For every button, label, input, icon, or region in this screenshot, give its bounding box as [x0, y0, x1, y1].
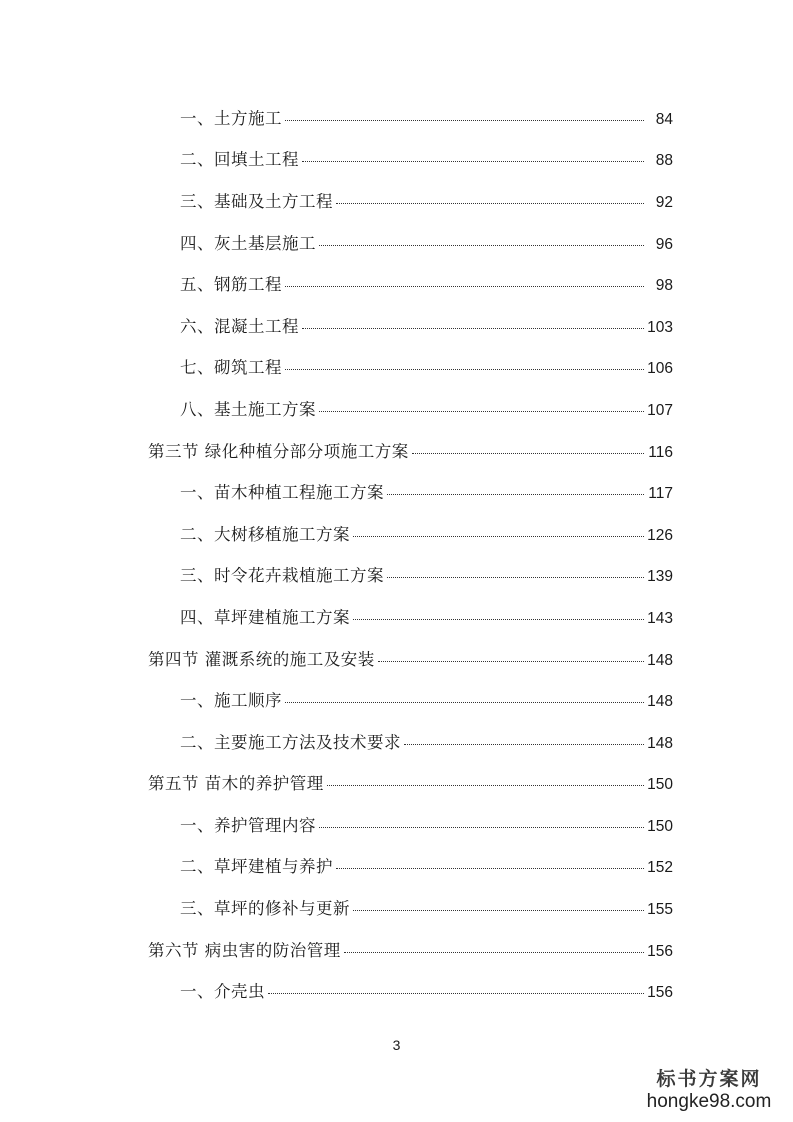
toc-entry-label: 五、钢筋工程 — [180, 275, 282, 295]
toc-entry[interactable] — [0, 387, 793, 429]
toc-entry-page: 92 — [655, 193, 673, 211]
toc-entry[interactable] — [0, 512, 793, 554]
toc-entry[interactable] — [0, 845, 793, 887]
toc-entry-page: 150 — [647, 776, 673, 794]
toc-entry[interactable] — [0, 138, 793, 180]
toc-entry-label: 一、施工顺序 — [180, 691, 282, 711]
toc-dot-leader — [387, 494, 644, 495]
toc-entry-page: 126 — [647, 526, 673, 544]
toc-section-entry[interactable] — [0, 637, 793, 679]
toc-entry[interactable] — [0, 554, 793, 596]
toc-entry[interactable] — [0, 803, 793, 845]
toc-dot-leader — [302, 161, 644, 162]
toc-entry-label: 二、主要施工方法及技术要求 — [180, 732, 401, 752]
toc-entry-label: 第四节 灌溉系统的施工及安装 — [148, 649, 375, 669]
toc-dot-leader — [285, 286, 644, 287]
toc-dot-leader — [353, 619, 644, 620]
toc-dot-leader — [302, 328, 644, 329]
toc-entry-page: 84 — [655, 110, 673, 128]
toc-entry[interactable] — [0, 678, 793, 720]
toc-entry-label: 一、养护管理内容 — [180, 815, 316, 835]
watermark-url: hongke98.com — [646, 1091, 772, 1112]
toc-dot-leader — [319, 411, 644, 412]
page-number: 3 — [392, 1037, 401, 1053]
toc-entry-page: 156 — [647, 942, 673, 960]
toc-dot-leader — [285, 369, 644, 370]
toc-dot-leader — [327, 785, 644, 786]
watermark — [639, 1068, 779, 1114]
toc-entry[interactable] — [0, 969, 793, 1011]
toc-entry-page: 150 — [647, 817, 673, 835]
toc-entry-page: 98 — [655, 277, 673, 295]
toc-section-entry[interactable] — [0, 429, 793, 471]
toc-dot-leader — [285, 120, 644, 121]
toc-entry-page: 116 — [648, 443, 673, 461]
toc-entry[interactable] — [0, 595, 793, 637]
toc-entry[interactable] — [0, 304, 793, 346]
toc-entry[interactable] — [0, 96, 793, 138]
toc-dot-leader — [268, 993, 644, 994]
toc-dot-leader — [336, 203, 644, 204]
toc-dot-leader — [285, 702, 644, 703]
toc-section-entry[interactable] — [0, 928, 793, 970]
toc-entry-page: 139 — [647, 568, 673, 586]
toc-dot-leader — [353, 536, 644, 537]
toc-entry-label: 四、草坪建植施工方案 — [180, 607, 350, 627]
toc-entry-label: 一、土方施工 — [180, 108, 282, 128]
toc-dot-leader — [404, 744, 644, 745]
toc-dot-leader — [387, 577, 644, 578]
toc-entry[interactable] — [0, 346, 793, 388]
toc-entry-label: 八、基土施工方案 — [180, 399, 316, 419]
toc-entry-label: 七、砌筑工程 — [180, 358, 282, 378]
toc-entry[interactable] — [0, 470, 793, 512]
toc-dot-leader — [412, 453, 644, 454]
toc-entry-label: 四、灰土基层施工 — [180, 233, 316, 253]
toc-entry-page: 103 — [647, 318, 673, 336]
toc-entry-label: 第三节 绿化种植分部分项施工方案 — [148, 441, 409, 461]
toc-entry[interactable] — [0, 262, 793, 304]
toc-entry-page: 107 — [647, 401, 673, 419]
toc-dot-leader — [319, 245, 644, 246]
toc-entry-label: 三、草坪的修补与更新 — [180, 899, 350, 919]
toc-entry-page: 148 — [647, 693, 673, 711]
toc-dot-leader — [353, 910, 644, 911]
toc-entry[interactable] — [0, 221, 793, 263]
toc-entry-label: 一、苗木种植工程施工方案 — [180, 483, 384, 503]
toc-entry-label: 第五节 苗木的养护管理 — [148, 774, 324, 794]
toc-entry-page: 148 — [647, 734, 673, 752]
toc-entry-label: 三、基础及土方工程 — [180, 191, 333, 211]
toc-entry-label: 二、大树移植施工方案 — [180, 524, 350, 544]
toc-entry-label: 六、混凝土工程 — [180, 316, 299, 336]
watermark-title: 标书方案网 — [656, 1068, 762, 1090]
toc-dot-leader — [336, 868, 644, 869]
toc-dot-leader — [378, 661, 644, 662]
toc-entry-page: 106 — [647, 360, 673, 378]
toc-entry-page: 152 — [647, 859, 673, 877]
toc-entry-page: 156 — [647, 984, 673, 1002]
toc-entry-page: 155 — [647, 901, 673, 919]
toc-entry[interactable] — [0, 720, 793, 762]
toc-entry-label: 三、时令花卉栽植施工方案 — [180, 566, 384, 586]
toc-dot-leader — [344, 952, 644, 953]
toc-entry-page: 96 — [655, 235, 673, 253]
table-of-contents — [0, 96, 793, 1011]
toc-entry[interactable] — [0, 179, 793, 221]
toc-entry-page: 148 — [647, 651, 673, 669]
toc-entry-label: 二、草坪建植与养护 — [180, 857, 333, 877]
toc-entry-page: 117 — [648, 485, 673, 503]
toc-entry[interactable] — [0, 886, 793, 928]
toc-entry-label: 一、介壳虫 — [180, 982, 265, 1002]
toc-dot-leader — [319, 827, 644, 828]
toc-entry-page: 88 — [655, 152, 673, 170]
toc-entry-label: 第六节 病虫害的防治管理 — [148, 940, 341, 960]
toc-entry-page: 143 — [647, 609, 673, 627]
toc-entry-label: 二、回填土工程 — [180, 150, 299, 170]
toc-section-entry[interactable] — [0, 762, 793, 804]
